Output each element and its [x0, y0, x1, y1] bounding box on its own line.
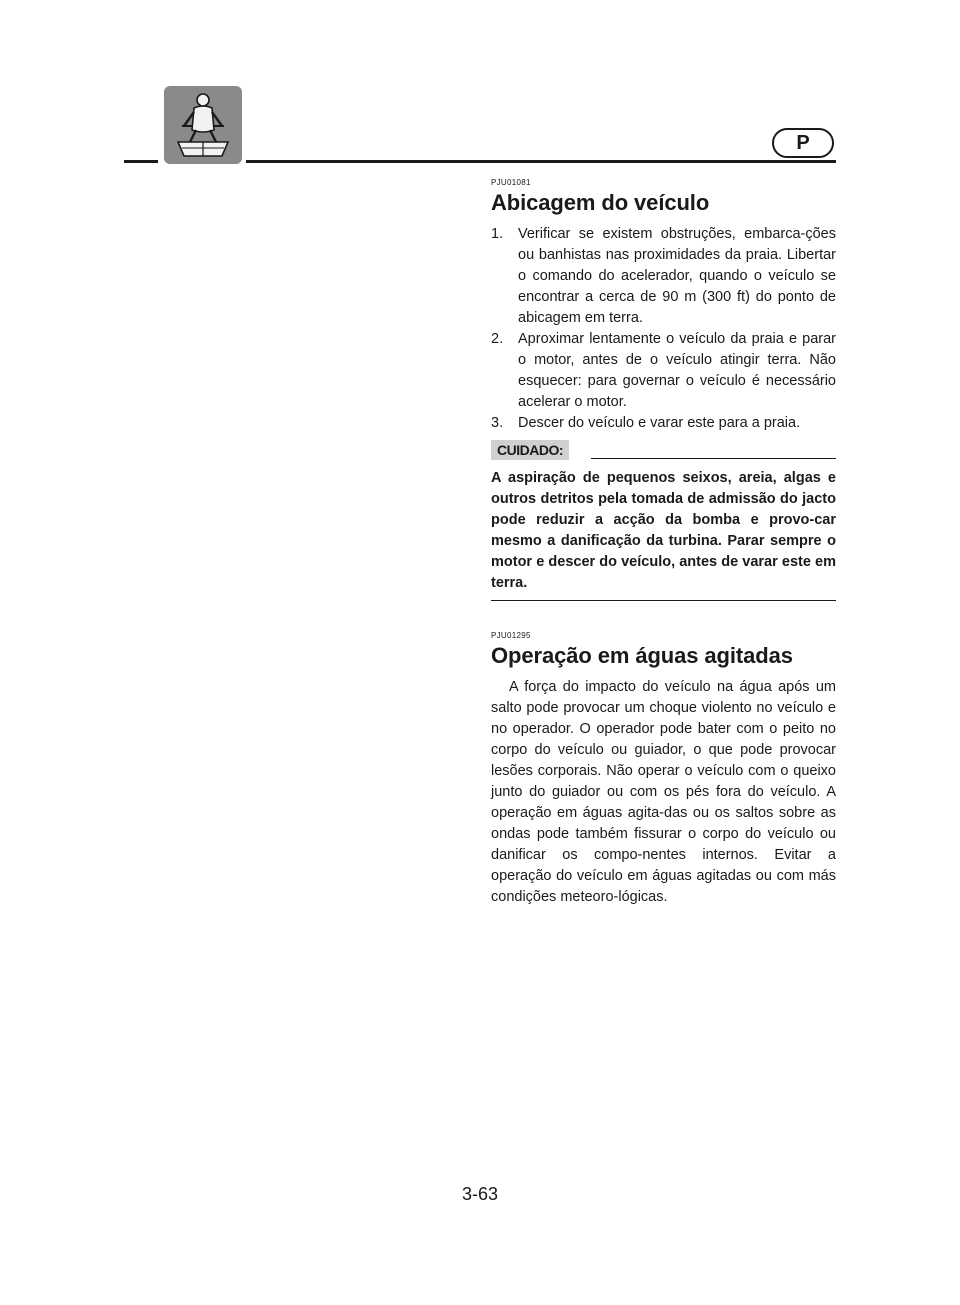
caution-text: A aspiração de pequenos seixos, areia, algas e outros detritos pela tomada de admissão do jacto pode reduzir a acção da bomba e provo-car mesmo a danificação da turbina. Parar sempre o motor e descer do veículo, antes de varar este em terra. [491, 468, 836, 601]
caution-header [491, 440, 836, 462]
section-code: PJU01081 [491, 178, 531, 187]
step-text: Verificar se existem obstruções, embarca-ções ou banhistas nas proximidades da praia. Libertar o comando do acelerador, quando o veículo se encontrar a cerca de 90 m (300 ft) do ponto de abicagem em terra. [518, 226, 836, 326]
step-text: Descer do veículo e varar este para a praia. [518, 415, 801, 431]
language-tab: P [772, 128, 834, 158]
header-rule-left [124, 160, 158, 163]
main-column [491, 178, 836, 908]
step-text: Aproximar lentamente o veículo da praia e parar o motor, antes de o veículo atingir terra. Não esquecer: para governar o veículo é necessário acelerar o motor. [518, 331, 836, 410]
step-number: 1. [491, 226, 504, 242]
jet-ski-rider-icon [164, 86, 242, 164]
section-title: Abicagem do veículo [491, 190, 710, 215]
caution-label: CUIDADO: [491, 440, 569, 460]
header-rule-right [246, 160, 836, 163]
caution-rule [591, 458, 836, 459]
list-item [491, 329, 836, 413]
step-list [491, 224, 836, 434]
step-number: 2. [491, 331, 504, 347]
section-paragraph: A força do impacto do veículo na água após um salto pode provocar um choque violento no veículo e no operador. O operador pode bater com o peito no corpo do veículo ou guiador, o que pode provocar lesões corporais. Não operar o veículo com o queixo junto do guiador ou com os pés fora do veículo. A operação em águas agita-das ou os saltos sobre as ondas pode também fissurar o corpo do veículo ou danificar os compo-nentes internos. Evitar a operação do veículo em águas agitadas ou com más condições meteoro-lógicas. [491, 679, 836, 905]
page-number: 3-63 [461, 1184, 499, 1204]
step-number: 3. [491, 415, 504, 431]
section-code: PJU01295 [491, 631, 531, 640]
section-rough-water [491, 631, 836, 908]
list-item [491, 413, 836, 434]
list-item [491, 224, 836, 329]
section-title: Operação em águas agitadas [491, 643, 793, 668]
